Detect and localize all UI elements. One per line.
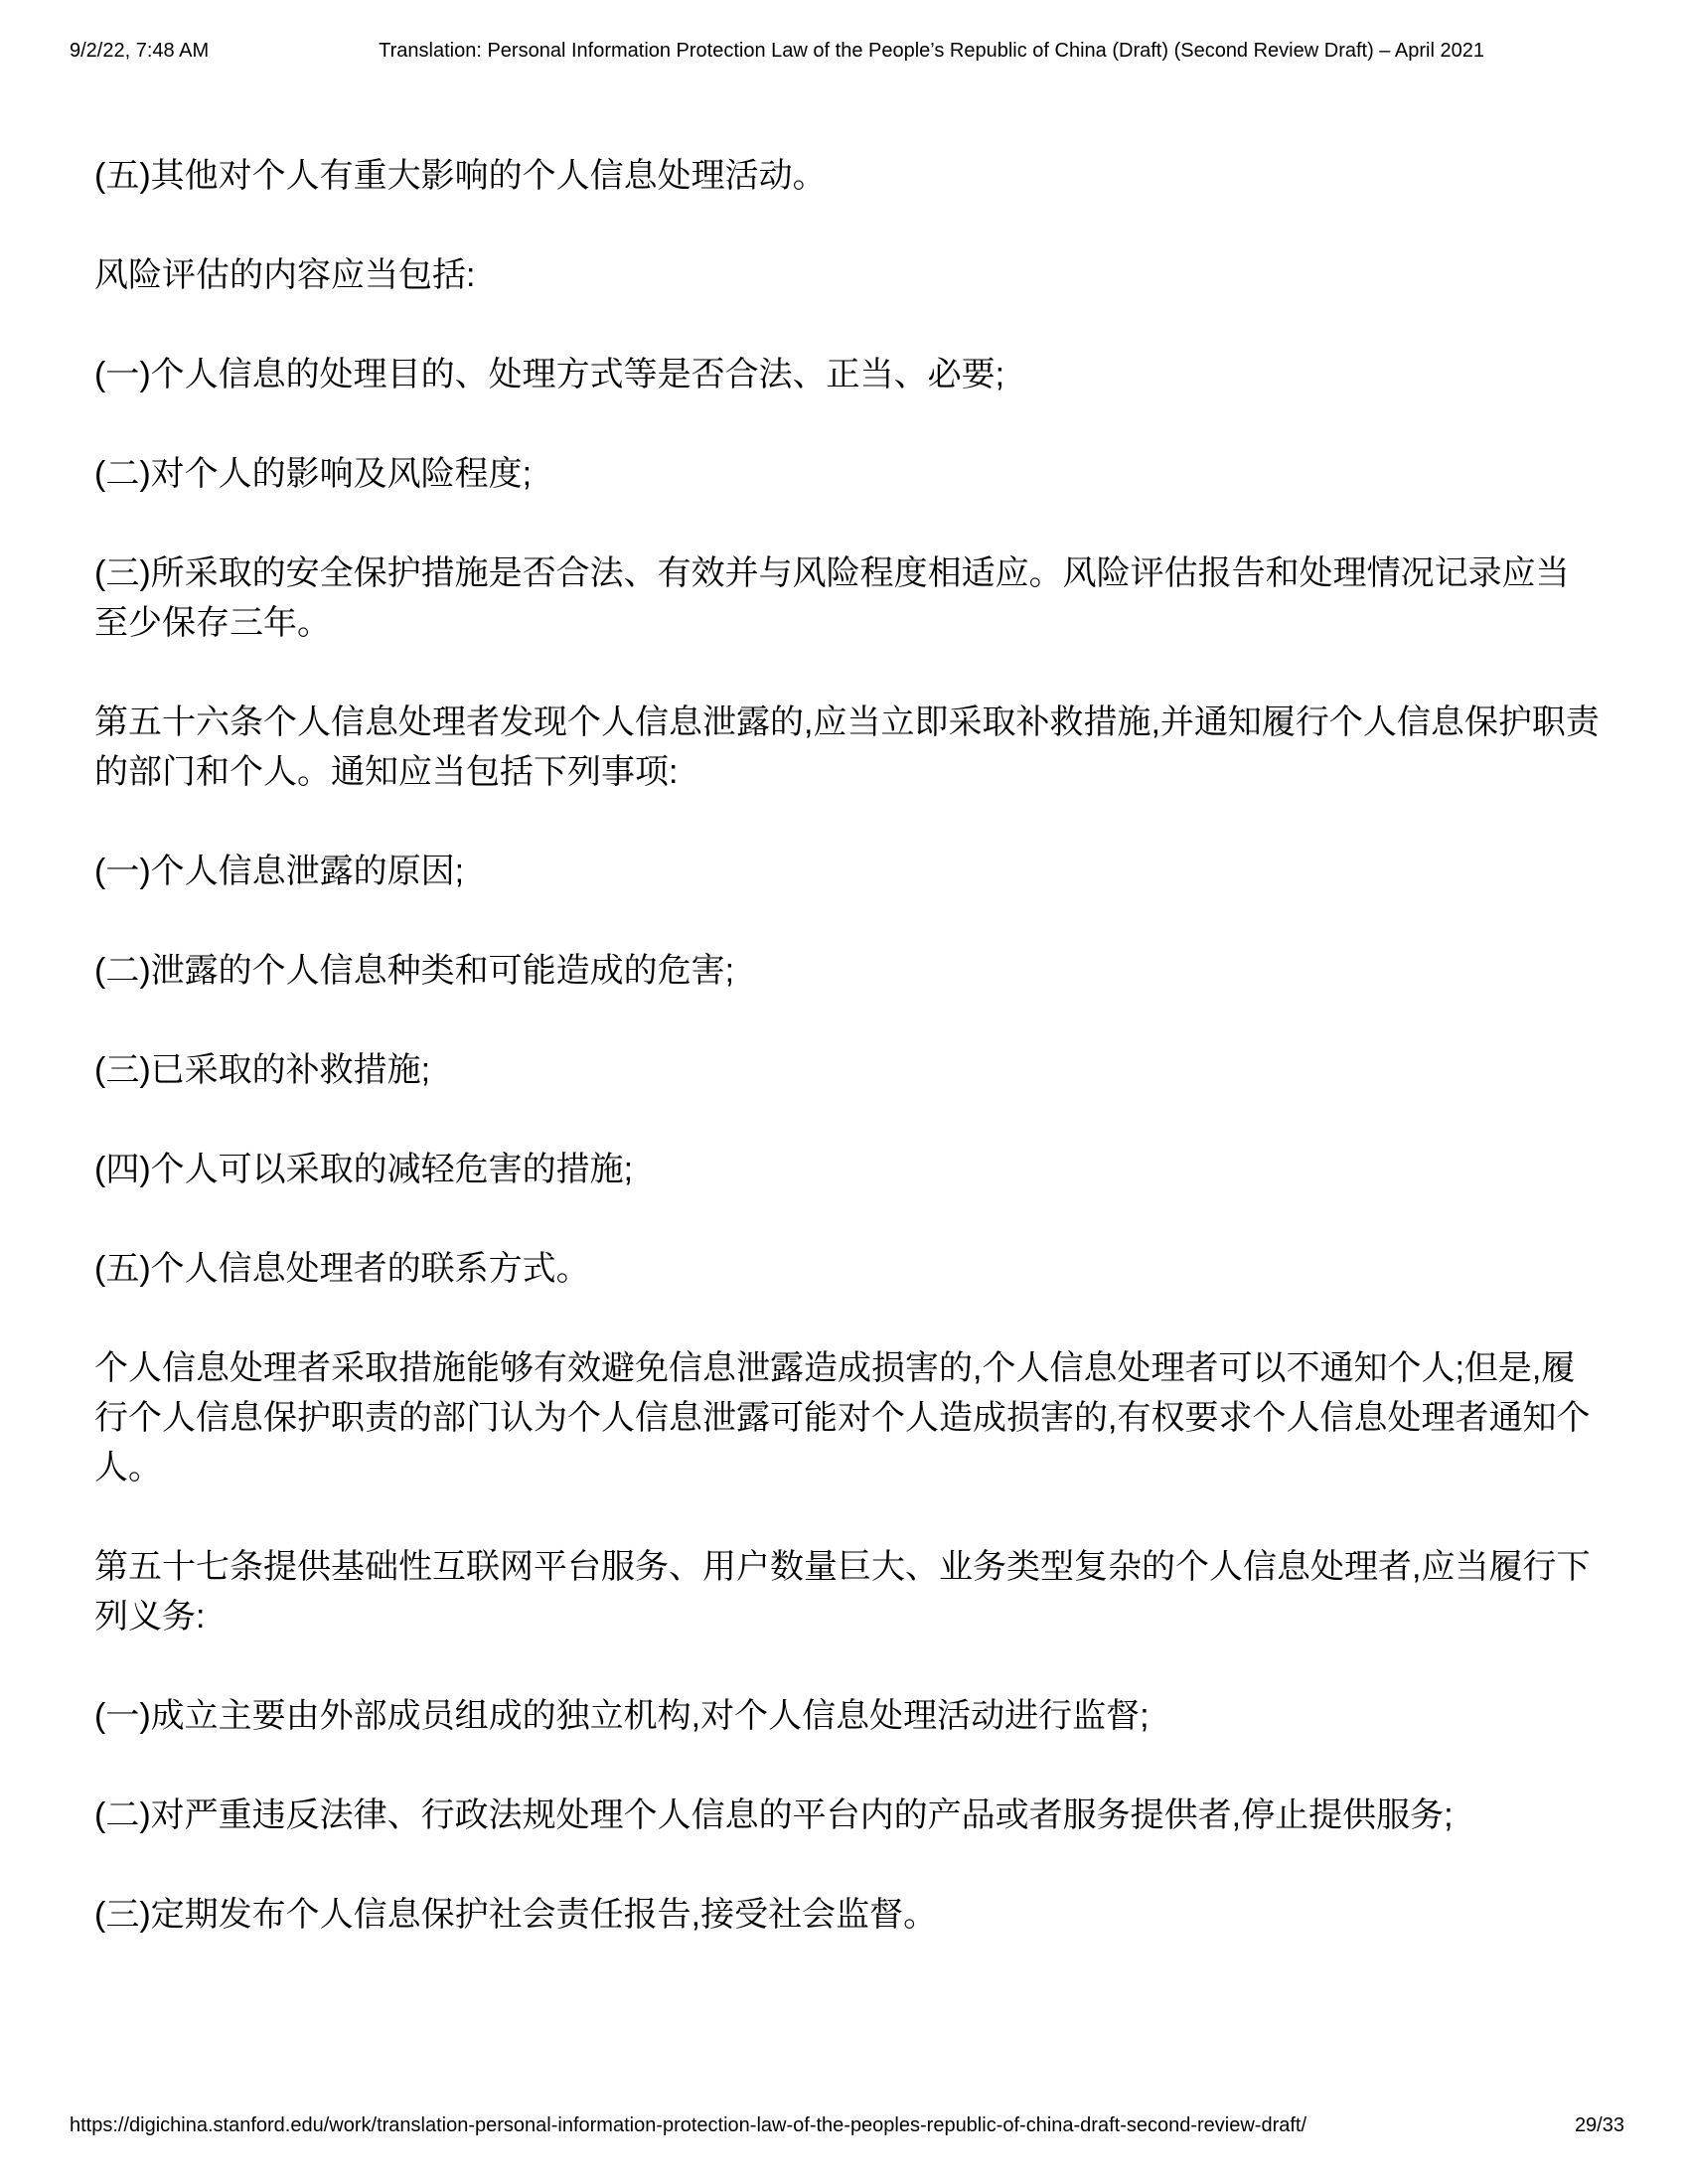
paragraph: 第五十六条个人信息处理者发现个人信息泄露的,应当立即采取补救措施,并通知履行个人信息保护职责的部门和个人。通知应当包括下列事项: — [94, 703, 1600, 791]
paragraph: 风险评估的内容应当包括: — [94, 256, 476, 294]
paragraph: (二)泄露的个人信息种类和可能造成的危害; — [94, 952, 735, 990]
paragraph: (三)定期发布个人信息保护社会责任报告,接受社会监督。 — [94, 1896, 938, 1934]
paragraph: (二)对个人的影响及风险程度; — [94, 455, 533, 493]
paragraph: 第五十七条提供基础性互联网平台服务、用户数量巨大、业务类型复杂的个人信息处理者,应当履行下列义务: — [94, 1548, 1591, 1636]
paragraph: (一)个人信息泄露的原因; — [94, 853, 465, 890]
paragraph: (一)个人信息的处理目的、处理方式等是否合法、正当、必要; — [94, 356, 1005, 393]
paragraph: (四)个人可以采取的减轻危害的措施; — [94, 1151, 634, 1188]
paragraph: (三)已采取的补救措施; — [94, 1051, 431, 1089]
paragraph: (三)所采取的安全保护措施是否合法、有效并与风险程度相适应。风险评估报告和处理情况记录应当至少保存三年。 — [94, 554, 1570, 642]
paragraph: (五)个人信息处理者的联系方式。 — [94, 1250, 590, 1288]
paragraph: 个人信息处理者采取措施能够有效避免信息泄露造成损害的,个人信息处理者可以不通知个人;但是,履行个人信息保护职责的部门认为个人信息泄露可能对个人造成损害的,有权要求个人信息处理者通知个人。 — [94, 1349, 1591, 1486]
print-timestamp: 9/2/22, 7:48 AM — [70, 40, 210, 62]
footer-page-indicator: 29/33 — [1574, 2114, 1624, 2136]
print-footer — [70, 2112, 1624, 2138]
document-body — [94, 151, 1600, 1989]
footer-source-url: https://digichina.stanford.edu/work/translation-personal-information-protection-law-of-the-peoples-republic-of-china-draft-second-review-draft/ — [70, 2114, 1307, 2136]
document-title: Translation: Personal Information Protection Law of the People’s Republic of China (Draft) (Second Review Draft) – April 2021 — [379, 40, 1484, 62]
paragraph: (一)成立主要由外部成员组成的独立机构,对个人信息处理活动进行监督; — [94, 1697, 1150, 1735]
print-header — [70, 38, 1624, 64]
paragraph: (五)其他对个人有重大影响的个人信息处理活动。 — [94, 157, 827, 195]
paragraph: (二)对严重违反法律、行政法规处理个人信息的平台内的产品或者服务提供者,停止提供服务; — [94, 1796, 1454, 1834]
